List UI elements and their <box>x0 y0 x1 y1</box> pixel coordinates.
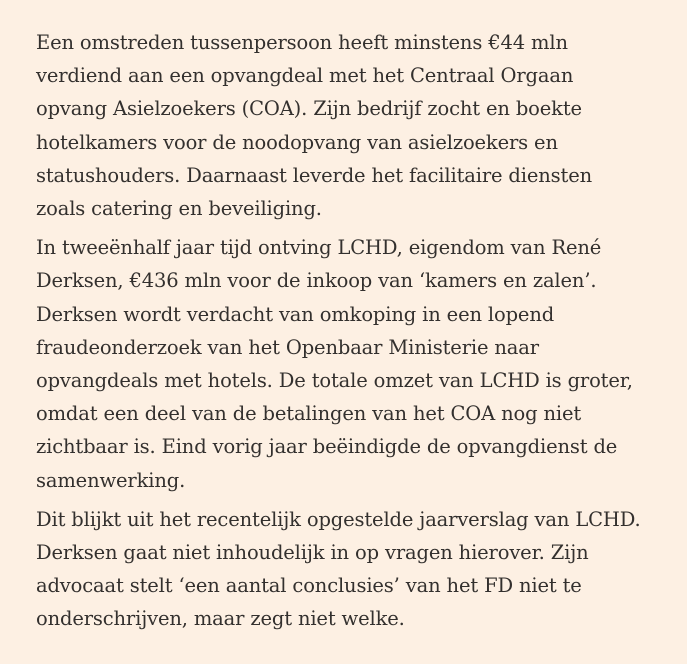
paragraph-line: Een omstreden tussenpersoon heeft minstens €44 mln <box>36 31 568 54</box>
paragraph-line: Dit blijkt uit het recentelijk opgestelde jaarverslag van LCHD. <box>36 507 641 531</box>
paragraph-line: onderschrijven, maar zegt niet welke. <box>36 607 405 631</box>
paragraph-line: verdiend aan een opvangdeal met het Centraal Orgaan <box>36 64 574 88</box>
paragraph-line: advocaat stelt ‘een aantal conclusies’ van het FD niet te <box>36 574 582 598</box>
paragraph-line: opvang Asielzoekers (COA). Zijn bedrijf zocht en boekte <box>36 97 582 121</box>
paragraph-line: zichtbaar is. Eind vorig jaar beëindigde de opvangdienst de <box>36 435 618 459</box>
paragraph-1 <box>36 26 646 225</box>
paragraph-line: Derksen, €436 mln voor de inkoop van ‘kamers en zalen’. <box>36 269 597 293</box>
paragraph-line: opvangdeals met hotels. De totale omzet van LCHD is groter, <box>36 369 633 393</box>
paragraph-line: statushouders. Daarnaast leverde het facilitaire diensten <box>36 163 592 187</box>
paragraph-2 <box>36 231 646 497</box>
paragraph-3 <box>36 503 646 636</box>
paragraph-line: zoals catering en beveiliging. <box>36 197 322 221</box>
paragraph-line: Derksen gaat niet inhoudelijk in op vragen hierover. Zijn <box>36 541 589 565</box>
paragraph-line: fraudeonderzoek van het Openbaar Ministerie naar <box>36 335 539 359</box>
paragraph-line: hotelkamers voor de noodopvang van asielzoekers en <box>36 130 558 154</box>
paragraph-line: In tweeënhalf jaar tijd ontving LCHD, eigendom van René <box>36 236 602 260</box>
paragraph-line: samenwerking. <box>36 468 186 492</box>
article-body <box>36 26 646 636</box>
paragraph-line: omdat een deel van de betalingen van het COA nog niet <box>36 402 582 426</box>
paragraph-line: Derksen wordt verdacht van omkoping in een lopend <box>36 302 555 326</box>
